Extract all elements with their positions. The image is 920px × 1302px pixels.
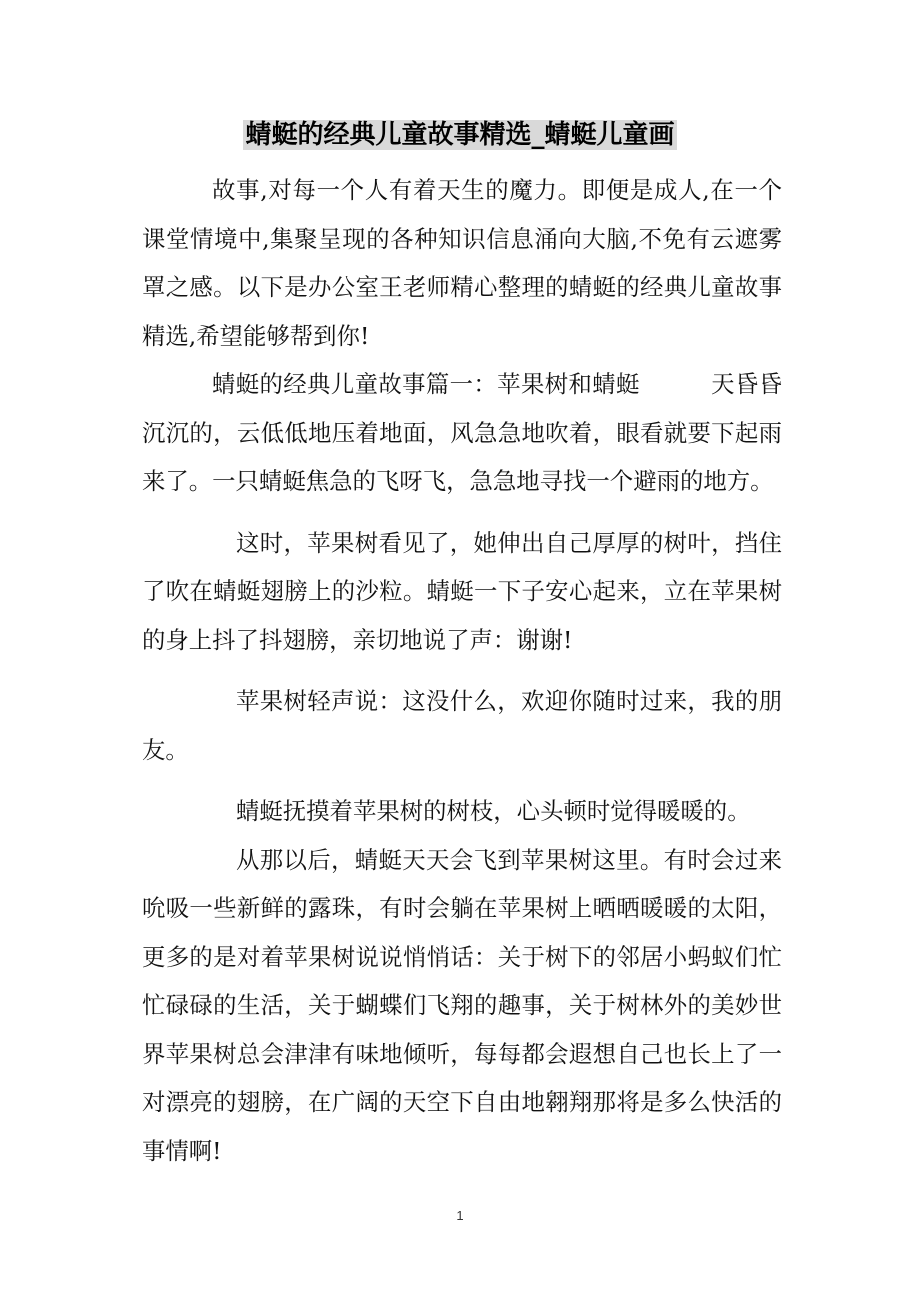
page-number: 1 (456, 1208, 464, 1223)
document-body (142, 166, 782, 1175)
paragraph-dragonfly-warm: 蜻蜓抚摸着苹果树的树枝，心头顿时觉得暖暖的。 (236, 797, 751, 825)
paragraph-intro: 故事,对每一个人有着天生的魔力。即便是成人,在一个课堂情境中,集聚呈现的各种知识信息涌向大脑,不免有云遮雾罩之感。以下是办公室王老师精心整理的蜻蜓的经典儿童故事精选,希望能够帮到你! (142, 176, 782, 350)
paragraph-from-then-on: 从那以后，蜻蜓天天会飞到苹果树这里。有时会过来吮吸一些新鲜的露珠，有时会躺在苹果树上晒晒暖暖的太阳，更多的是对着苹果树说说悄悄话：关于树下的邻居小蚂蚁们忙忙碌碌的生活，关于蝴蝶们飞翔的趣事，关于树林外的美妙世界苹果树总会津津有味地倾听，每每都会遐想自己也长上了一对漂亮的翅膀，在广阔的天空下自由地翱翔那将是多么快活的事情啊! (142, 845, 782, 1165)
paragraph-apple-tree-sees: 这时，苹果树看见了，她伸出自己厚厚的树叶，挡住了吹在蜻蜓翅膀上的沙粒。蜻蜓一下子安心起来，立在苹果树的身上抖了抖翅膀，亲切地说了声：谢谢! (142, 528, 782, 654)
paragraph-apple-tree-says: 苹果树轻声说：这没什么，欢迎你随时过来，我的朋友。 (142, 687, 782, 764)
paragraph-story-start: 蜻蜓的经典儿童故事篇一：苹果树和蜻蜓 天昏昏沉沉的，云低低地压着地面，风急急地吹着，眼看就要下起雨来了。一只蜻蜓焦急的飞呀飞，急急地寻找一个避雨的地方。 (142, 370, 782, 495)
title-text: 蜻蜓的经典儿童故事精选_蜻蜓儿童画 (245, 120, 675, 150)
document-title (0, 116, 920, 154)
